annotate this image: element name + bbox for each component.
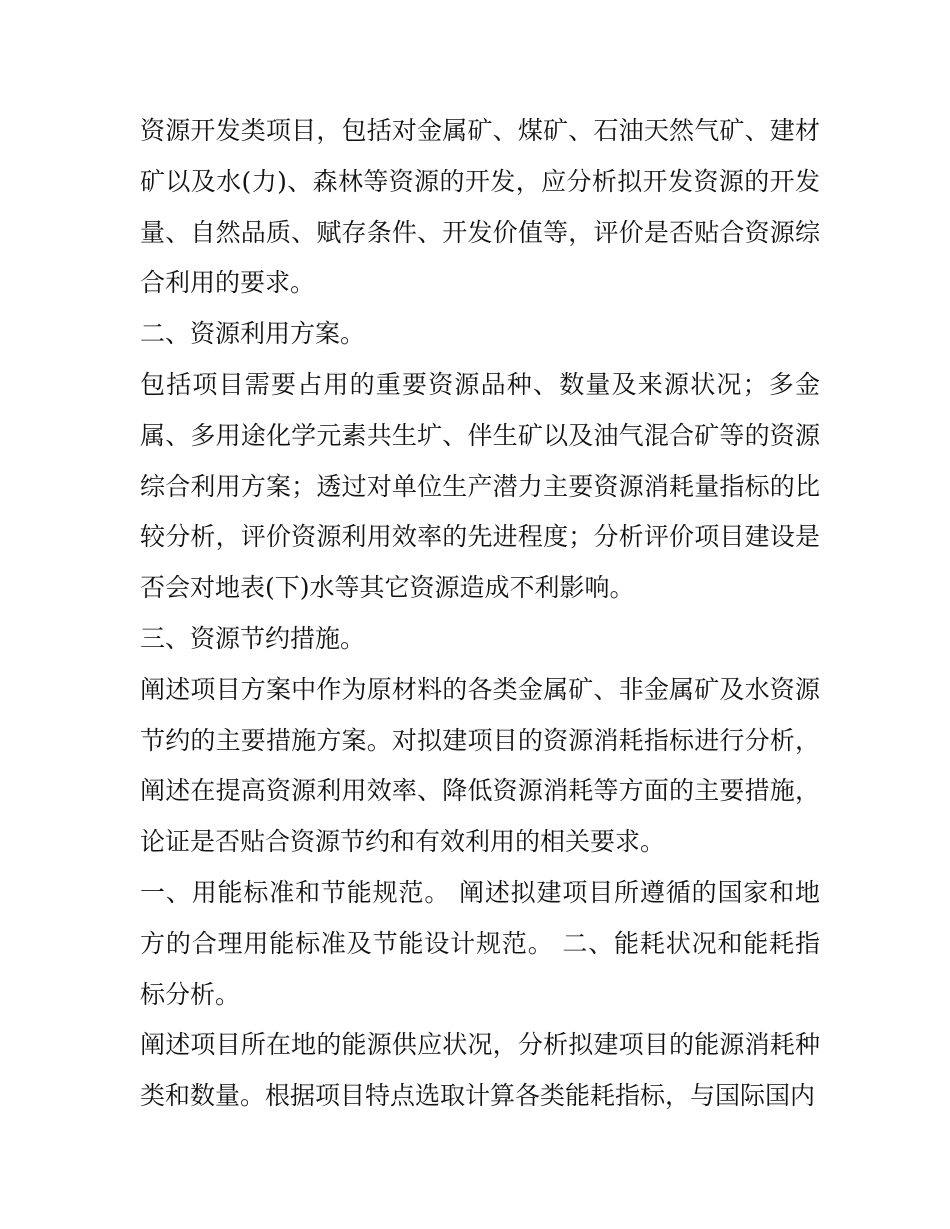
paragraph-energy-standards: 一、用能标准和节能规范。 阐述拟建项目所遵循的国家和地方的合理用能标准及节能设计规范。 二、能耗状况和能耗指标分析。 [140,877,820,1009]
heading-resource-saving-measures: 三、资源节约措施。 [140,623,366,653]
paragraph-energy-supply: 阐述项目所在地的能源供应状况，分析拟建项目的能源消耗种类和数量。根据项目特点选取计算各类能耗指标，与国际国内 [140,1030,820,1111]
heading-resource-utilization-plan: 二、资源利用方案。 [140,319,366,349]
paragraph-resource-utilization: 包括项目需要占用的重要资源品种、数量及来源状况；多金属、多用途化学元素共生圹、伴生矿以及油气混合矿等的资源综合利用方案；透过对单位生产潜力主要资源消耗量指标的比较分析，评价资源利用效率的先进程度；分析评价项目建设是否会对地表(下)水等其它资源造成不利影响。 [140,369,820,603]
document-body [140,106,820,1122]
paragraph-resource-development: 资源开发类项目，包括对金属矿、煤矿、石油天然气矿、建材矿以及水(力)、森林等资源的开发，应分析拟开发资源的开发量、自然品质、赋存条件、开发价值等，评价是否贴合资源综合利用的要求。 [140,116,820,298]
paragraph-resource-saving: 阐述项目方案中作为原材料的各类金属矿、非金属矿及水资源节约的主要措施方案。对拟建项目的资源消耗指标进行分析，阐述在提高资源利用效率、降低资源消耗等方面的主要措施，论证是否贴合资源节约和有效利用的相关要求。 [140,674,820,857]
